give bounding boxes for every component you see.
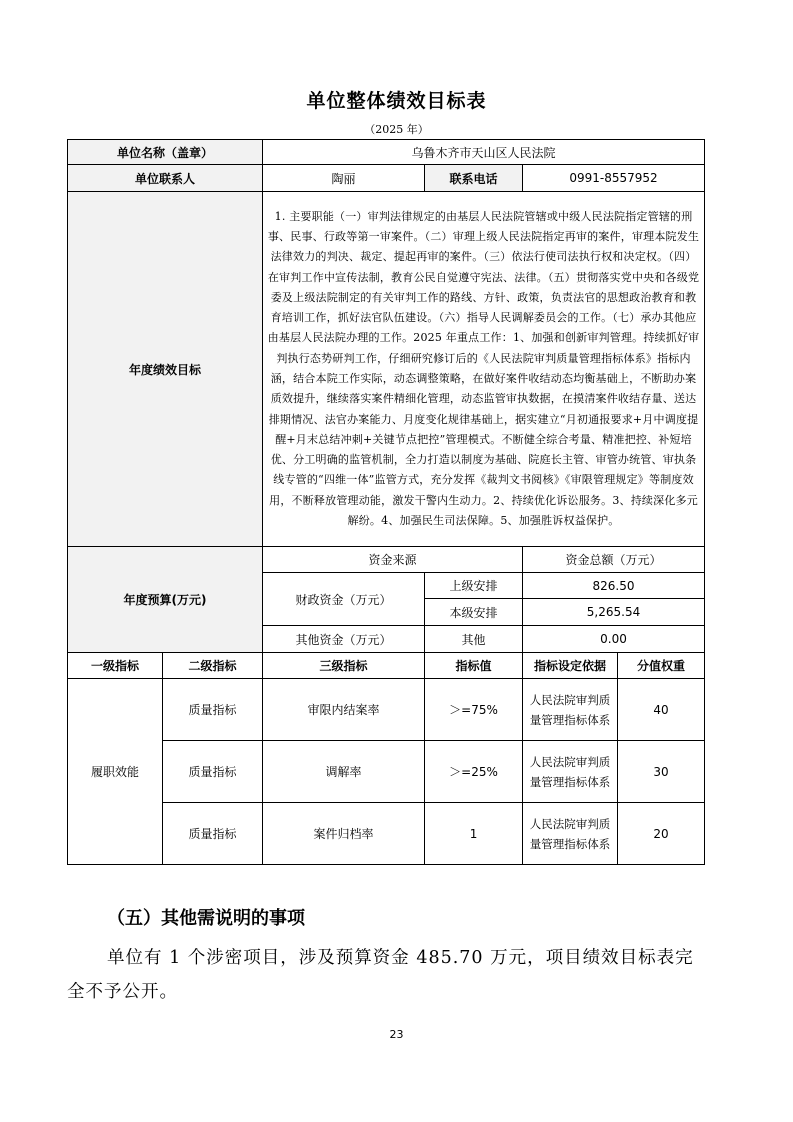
level2-indicator: 质量指标	[163, 679, 263, 741]
other-fund-label: 其他资金（万元）	[263, 626, 425, 653]
year-label: （2025 年）	[364, 123, 429, 136]
local-allocation-value: 5,265.54	[523, 599, 705, 626]
indicator-weight: 30	[618, 741, 705, 803]
goal-row	[68, 192, 705, 547]
indicator-weight: 20	[618, 803, 705, 865]
page-title: 单位整体绩效目标表	[306, 90, 487, 112]
contact-label: 单位联系人	[68, 165, 263, 192]
indicator-basis: 人民法院审判质量管理指标体系	[523, 741, 618, 803]
table-row	[68, 741, 705, 803]
local-allocation-label: 本级安排	[425, 599, 523, 626]
table-row	[68, 803, 705, 865]
fund-total-header: 资金总额（万元）	[523, 547, 705, 573]
upper-allocation-label: 上级安排	[425, 573, 523, 599]
indicator-header-row	[68, 653, 705, 679]
level1-indicator: 履职效能	[68, 679, 163, 865]
upper-allocation-value: 826.50	[523, 573, 705, 599]
unit-name-row	[68, 140, 705, 165]
table-row	[68, 679, 705, 741]
unit-name-value: 乌鲁木齐市天山区人民法院	[263, 140, 705, 165]
level2-indicator: 质量指标	[163, 803, 263, 865]
section-heading: （五）其他需说明的事项	[107, 908, 305, 929]
fund-source-header: 资金来源	[263, 547, 523, 573]
level2-header: 二级指标	[163, 653, 263, 679]
budget-header-row	[68, 547, 705, 573]
section-paragraph: 单位有 1 个涉密项目，涉及预算资金 485.70 万元，项目绩效目标表完全不予公开。	[67, 948, 694, 1002]
level1-header: 一级指标	[68, 653, 163, 679]
indicator-value-header: 指标值	[425, 653, 523, 679]
budget-label: 年度预算(万元)	[68, 547, 263, 653]
level2-indicator: 质量指标	[163, 741, 263, 803]
indicator-value: ＞=75%	[425, 679, 523, 741]
unit-name-label: 单位名称（盖章）	[68, 140, 263, 165]
level3-indicator: 审限内结案率	[263, 679, 425, 741]
level3-indicator: 调解率	[263, 741, 425, 803]
phone-label: 联系电话	[425, 165, 523, 192]
goal-text: 1. 主要职能（一）审判法律规定的由基层人民法院管辖或中级人民法院指定管辖的刑事、民事、行政等第一审案件。（二）审理上级人民法院指定再审的案件，审理本院发生法律效力的判决、裁定、提起再审的案件。（三）依法行使司法执行权和决定权。（四）在审判工作中宣传法制，教育公民自觉遵守宪法、法律。（五）贯彻落实党中央和各级党委及上级法院制定的有关审判工作的路线、方针、政策，负责法官的思想政治教育和教育培训工作，抓好法官队伍建设。（六）指导人民调解委员会的工作。（七）承办其他应由基层人民法院办理的工作。2025 年重点工作：1、加强和创新审判管理。持续抓好审判执行态势研判工作，仔细研究修订后的《人民法院审判质量管理指标体系》指标内涵，结合本院工作实际，动态调整策略，在做好案件收结动态均衡基础上，不断助办案质效提升，继续落实案件精细化管理，动态监管审执数据，在摸清案件收结存量、送达排期情况、法官办案能力、月度变化规律基础上，据实建立“月初通报要求+月中调度提醒+月末总结冲刺+关键节点把控”管理模式。不断健全综合考量、精准把控、补短培优、分工明确的监管机制，全力打造以制度为基础、院庭长主管、审管办统管、审执条线专管的“四维一体”监管方式，充分发挥《裁判文书阅核》《审限管理规定》等制度效用，不断释放管理动能，激发干警内生动力。2、持续优化诉讼服务。3、持续深化多元解纷。4、加强民生司法保障。5、加强胜诉权益保护。	[263, 192, 705, 547]
indicator-basis-header: 指标设定依据	[523, 653, 618, 679]
goal-label: 年度绩效目标	[68, 192, 263, 547]
indicator-value: ＞=25%	[425, 741, 523, 803]
indicator-value: 1	[425, 803, 523, 865]
level3-indicator: 案件归档率	[263, 803, 425, 865]
indicator-weight: 40	[618, 679, 705, 741]
indicator-weight-header: 分值权重	[618, 653, 705, 679]
other-fund-value: 0.00	[523, 626, 705, 653]
indicator-basis: 人民法院审判质量管理指标体系	[523, 803, 618, 865]
page-number: 23	[389, 1028, 404, 1041]
fiscal-fund-label: 财政资金（万元）	[263, 573, 425, 626]
contact-row	[68, 165, 705, 192]
phone-value: 0991-8557952	[523, 165, 705, 192]
level3-header: 三级指标	[263, 653, 425, 679]
contact-name: 陶丽	[263, 165, 425, 192]
other-fund-sub-label: 其他	[425, 626, 523, 653]
indicator-basis: 人民法院审判质量管理指标体系	[523, 679, 618, 741]
performance-goal-table	[67, 139, 705, 865]
